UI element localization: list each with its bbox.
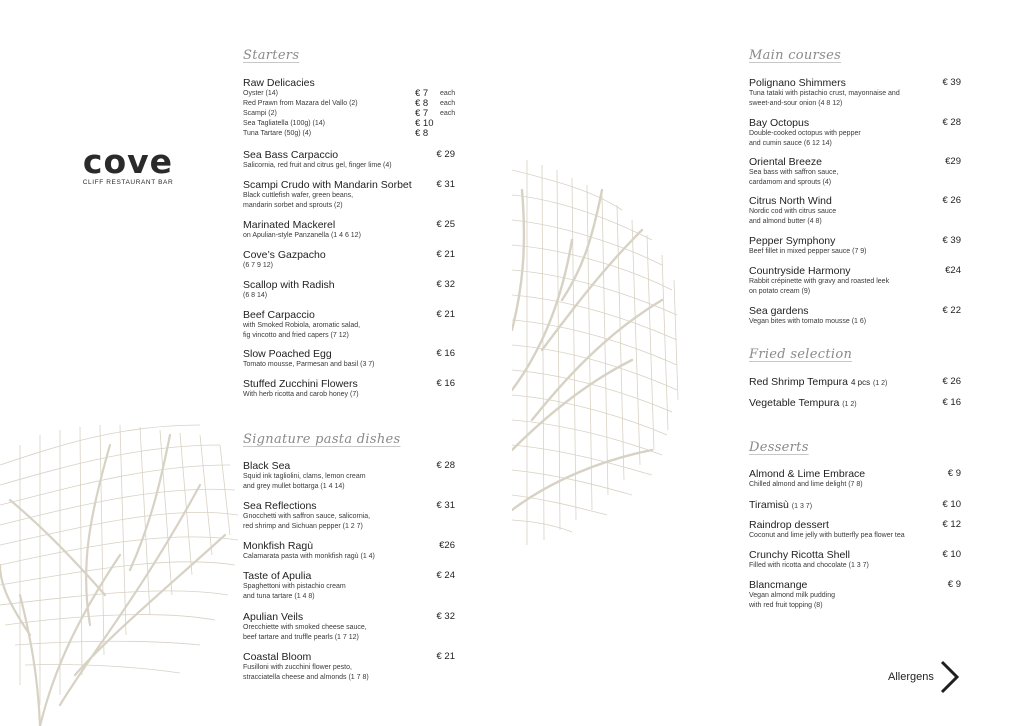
item-desc: Chilled almond and lime delight (7 8) — [749, 481, 863, 488]
item-allergens: (1 2) — [842, 401, 857, 408]
item-desc: and grey mullet bottarga (1 4 14) — [243, 482, 345, 490]
item-name: Raw Delicacies — [243, 77, 315, 89]
item-name: Sea Reflections — [243, 500, 317, 512]
menu-item — [749, 265, 961, 296]
item-name: Sea gardens — [749, 305, 809, 317]
item-price: € 26 — [942, 376, 961, 387]
menu-item — [243, 219, 455, 241]
item-desc: fig vincotto and fried capers (7 12) — [243, 331, 349, 339]
item-name: Apulian Veils — [243, 611, 304, 623]
item-name: Cove’s Gazpacho — [243, 249, 326, 261]
item-desc: sweet-and-sour onion (4 8 12) — [749, 99, 843, 107]
item-name: Blancmange — [749, 579, 808, 591]
item-name: Taste of Apulia — [243, 570, 312, 582]
menu-item — [749, 195, 961, 226]
item-desc: Spaghettoni with pistachio cream — [243, 583, 346, 590]
item-price: € 21 — [436, 249, 455, 260]
menu-item — [243, 500, 455, 531]
menu-item — [243, 149, 455, 171]
raw-row-price: € 8 — [415, 128, 429, 139]
item-name — [749, 499, 961, 513]
menu-item — [749, 235, 961, 257]
allergens-button[interactable] — [888, 660, 960, 694]
item-name: Coastal Bloom — [243, 651, 312, 663]
menu-item — [749, 468, 961, 490]
item-price: €26 — [439, 540, 455, 551]
item-name: Pepper Symphony — [749, 235, 836, 247]
item-name — [749, 397, 961, 411]
item-desc: red shrimp and Sichuan pepper (1 2 7) — [243, 522, 363, 530]
item-price: € 31 — [436, 179, 455, 190]
item-desc: With herb ricotta and carob honey (7) — [243, 391, 359, 398]
menu-item — [749, 376, 961, 390]
item-name: Oriental Breeze — [749, 156, 822, 168]
item-desc: Orecchiette with smoked cheese sauce, — [243, 624, 367, 631]
item-name: Slow Poached Egg — [243, 348, 332, 360]
menu-item — [243, 179, 455, 210]
menu-item — [749, 499, 961, 513]
raw-row-name: Red Prawn from Mazara del Vallo (2) — [243, 100, 358, 107]
item-price: € 39 — [942, 77, 961, 88]
item-price: € 32 — [436, 611, 455, 622]
item-name: Black Sea — [243, 460, 291, 472]
item-desc: on potato cream (9) — [749, 287, 811, 295]
item-name-text: Tiramisù — [749, 499, 789, 511]
menu-item — [749, 156, 961, 187]
menu-item — [749, 117, 961, 148]
raw-row-name: Sea Tagliatella (100g) (14) — [243, 120, 325, 127]
item-desc: Sea bass with saffron sauce, — [749, 169, 839, 176]
item-price: € 21 — [436, 651, 455, 662]
fried-title: Fried selection — [749, 347, 853, 362]
item-price: € 16 — [436, 378, 455, 389]
item-name: Polignano Shimmers — [749, 77, 846, 89]
raw-row-name: Scampi (2) — [243, 110, 277, 117]
item-price: € 29 — [436, 149, 455, 160]
item-desc: Salicornia, red fruit and citrus gel, finger lime (4) — [243, 162, 392, 169]
desserts-title: Desserts — [749, 440, 809, 455]
item-price: € 10 — [942, 549, 961, 560]
logo-tagline: CLIFF RESTAURANT BAR — [82, 179, 174, 186]
raw-row — [243, 129, 455, 139]
menu-item — [243, 460, 455, 491]
raw-row-name: Tuna Tartare (50g) (4) — [243, 130, 312, 137]
item-name-text: Red Shrimp Tempura — [749, 376, 849, 388]
item-desc: Vegan almond milk pudding — [749, 592, 836, 599]
raw-row-price: € 7 — [415, 88, 429, 99]
menu-item — [243, 611, 455, 642]
coral-fan-center-image — [512, 150, 680, 550]
menu-item — [243, 570, 455, 601]
menu-item — [749, 549, 961, 571]
item-desc: and cumin sauce (6 12 14) — [749, 139, 832, 147]
item-price: € 25 — [436, 219, 455, 230]
item-name: Citrus North Wind — [749, 195, 832, 207]
raw-row-unit: each — [440, 90, 456, 97]
item-price: € 24 — [436, 570, 455, 581]
item-price: € 32 — [436, 279, 455, 290]
item-price: € 9 — [947, 468, 961, 479]
allergens-label: Allergens — [888, 671, 934, 683]
item-desc: Filled with ricotta and chocolate (1 3 7) — [749, 562, 869, 569]
item-name: Raindrop dessert — [749, 519, 829, 531]
menu-item — [243, 651, 455, 682]
chevron-right-icon[interactable] — [938, 660, 960, 694]
item-quantity: 4 pcs — [850, 378, 871, 387]
item-desc: Squid ink tagliolini, clams, lemon cream — [243, 473, 366, 480]
raw-row-price: € 8 — [415, 98, 429, 109]
item-price: € 22 — [942, 305, 961, 316]
item-price: € 31 — [436, 500, 455, 511]
coral-fan-left-image — [0, 405, 240, 726]
pasta-title: Signature pasta dishes — [243, 432, 401, 447]
menu-item — [749, 579, 961, 610]
item-desc: stracciatella cheese and almonds (1 7 8) — [243, 673, 369, 681]
item-desc: with red fruit topping (8) — [749, 601, 823, 609]
item-desc: and almond butter (4 8) — [749, 217, 822, 225]
item-allergens: (1 2) — [873, 380, 888, 387]
item-name: Almond & Lime Embrace — [749, 468, 866, 480]
item-desc: Double-cooked octopus with pepper — [749, 130, 861, 137]
menu-item — [749, 77, 961, 108]
item-desc: (6 8 14) — [243, 292, 268, 299]
item-price: € 16 — [436, 348, 455, 359]
menu-item — [749, 397, 961, 411]
item-name: Sea Bass Carpaccio — [243, 149, 339, 161]
item-allergens: (1 3 7) — [791, 503, 813, 510]
item-price: €24 — [945, 265, 961, 276]
item-name: Marinated Mackerel — [243, 219, 336, 231]
item-desc: cardamom and sprouts (4) — [749, 178, 832, 186]
item-desc: Fusilloni with zucchini flower pesto, — [243, 664, 352, 671]
raw-row-price: € 7 — [415, 108, 429, 119]
menu-item — [243, 378, 455, 400]
item-name: Crunchy Ricotta Shell — [749, 549, 850, 561]
menu-item — [749, 305, 961, 327]
item-price: € 10 — [942, 499, 961, 510]
item-name: Countryside Harmony — [749, 265, 851, 277]
item-name: Bay Octopus — [749, 117, 810, 129]
item-desc: on Apulian-style Panzanella (1 4 6 12) — [243, 232, 361, 239]
logo-wordmark: cove — [82, 142, 174, 181]
item-name — [749, 376, 961, 390]
item-name: Stuffed Zucchini Flowers — [243, 378, 358, 390]
item-name-text: Vegetable Tempura — [749, 397, 840, 409]
item-name: Monkfish Ragù — [243, 540, 314, 552]
item-desc: Nordic cod with citrus sauce — [749, 208, 837, 215]
item-price: € 28 — [942, 117, 961, 128]
raw-row-unit: each — [440, 100, 456, 107]
item-desc: Gnocchetti with saffron sauce, salicornia, — [243, 513, 371, 520]
item-name: Scallop with Radish — [243, 279, 335, 291]
item-desc: (6 7 9 12) — [243, 262, 273, 269]
item-name: Scampi Crudo with Mandarin Sorbet — [243, 179, 412, 191]
item-price: € 16 — [942, 397, 961, 408]
item-desc: Beef fillet in mixed pepper sauce (7 9) — [749, 248, 867, 255]
menu-item — [243, 540, 455, 562]
item-desc: Coconut and lime jelly with butterfly pea flower tea — [749, 532, 905, 539]
item-desc: Calamarata pasta with monkfish ragù (1 4) — [243, 553, 375, 560]
item-price: € 9 — [947, 579, 961, 590]
item-price: € 26 — [942, 195, 961, 206]
item-desc: beef tartare and truffle pearls (1 7 12) — [243, 633, 359, 641]
item-price: € 12 — [942, 519, 961, 530]
item-price: €29 — [945, 156, 961, 167]
item-desc: with Smoked Robiola, aromatic salad, — [243, 322, 361, 329]
item-price: € 28 — [436, 460, 455, 471]
menu-item — [243, 348, 455, 370]
starters-title: Starters — [243, 48, 300, 63]
item-price: € 39 — [942, 235, 961, 246]
item-desc: mandarin sorbet and sprouts (2) — [243, 201, 343, 209]
raw-row-name: Oyster (14) — [243, 90, 279, 97]
raw-row-price: € 10 — [415, 118, 434, 129]
item-price: € 21 — [436, 309, 455, 320]
brand-logo — [78, 142, 178, 186]
item-desc: Black cuttlefish wafer, green beans, — [243, 192, 354, 199]
item-desc: Rabbit crépinette with gravy and roasted leek — [749, 278, 890, 285]
item-desc: Tuna tataki with pistachio crust, mayonnaise and — [749, 90, 900, 97]
menu-item — [749, 519, 961, 541]
item-desc: Tomato mousse, Parmesan and basil (3 7) — [243, 361, 375, 368]
menu-item — [243, 249, 455, 271]
mains-title: Main courses — [749, 48, 842, 63]
item-name: Beef Carpaccio — [243, 309, 315, 321]
item-desc: Vegan bites with tomato mousse (1 6) — [749, 318, 867, 325]
item-desc: and tuna tartare (1 4 8) — [243, 592, 315, 600]
menu-item — [243, 309, 455, 340]
menu-item — [243, 279, 455, 301]
raw-row-unit: each — [440, 110, 456, 117]
